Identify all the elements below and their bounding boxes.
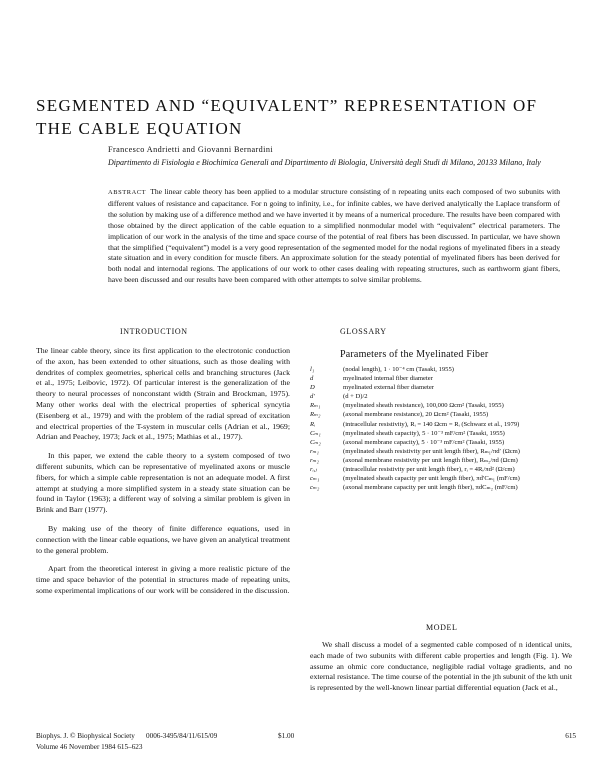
model-paragraph: We shall discuss a model of a segmented cable composed of n identical units, each made of two subunits with different cable properties and length (Fig. 1). We assume an ohmic core conductance, negligible radial voltage gradients, and no external resistance. The time course of the potential in the jth subunit of the kth unit is represented by the well-known linear partial differential equation (Jack et al.,	[310, 640, 572, 693]
glossary-definition: (d + D)/2	[343, 393, 368, 401]
glossary-definition: (myelinated sheath capacity per unit length fiber), πd′Cₘ₁ (mF/cm)	[343, 475, 520, 483]
glossary-item	[310, 430, 572, 438]
glossary-symbol: D	[310, 384, 315, 392]
glossary-item	[310, 411, 572, 419]
glossary-definition: (axonal membrane resistance), 20 Ωcm² (Tasaki, 1955)	[343, 411, 489, 419]
affiliation: Dipartimento di Fisiologia e Biochimica Generali and Dipartimento di Biologia, Università degli Studi di Milano, 20133 Milano, Italy	[108, 158, 541, 167]
glossary-heading: GLOSSARY	[340, 327, 387, 336]
footer-issue: Volume 46 November 1984 615–623	[36, 743, 143, 751]
abstract	[108, 187, 560, 286]
model-body	[310, 640, 572, 694]
glossary-symbol: Cₘ₁	[310, 429, 321, 437]
glossary-symbol: rₘ₂	[310, 456, 319, 464]
intro-paragraph: The linear cable theory, since its first application to the electrotonic conduction of the axon, has been extended to other situations, such as those dealing with dendrites of complex geometries, spherical cells and branching structures (Jack et al., 1975; Leibovic, 1972). Of particular interest is the generalization of the theory to neural processes of nonconstant width (Strain and Brockman, 1975). Many other works deal with the electrical properties of spherical syncytia (Eisenberg et al., 1979) and with the problem of the radial spread of excitation and electrical properties of the T-system in muscular cells (Adrian et al., 1969; Adrian and Peachey, 1973; Jack et al., 1975; Mathias et al., 1977).	[36, 346, 290, 442]
glossary-item	[310, 475, 572, 483]
glossary-item	[310, 466, 572, 474]
glossary-symbol: d	[310, 375, 314, 383]
glossary-item	[310, 484, 572, 492]
glossary-item	[310, 393, 572, 401]
introduction-heading: INTRODUCTION	[120, 327, 188, 336]
intro-paragraph: By making use of the theory of finite difference equations, used in connection with the linear cable equations, we have given an analytical treatment to the general problem.	[36, 523, 290, 555]
glossary-definition: (myelinated sheath resistance), 100,000 Ωcm² (Tasaki, 1955)	[343, 402, 504, 410]
page-number: 615	[565, 732, 576, 740]
model-heading: MODEL	[426, 623, 458, 632]
glossary-symbol: d′	[310, 393, 315, 401]
abstract-label: ABSTRACT	[108, 189, 147, 196]
glossary-item	[310, 439, 572, 447]
glossary-symbol: cₘ₁	[310, 475, 320, 483]
glossary-definition: (axonal membrane resistivity per unit length fiber), Rₘ₂/πd (Ωcm)	[343, 456, 518, 464]
glossary-definition: myelinated internal fiber diameter	[343, 375, 433, 383]
footer-price: $1.00	[278, 732, 295, 740]
glossary-symbol: Rₘ₂	[310, 411, 321, 419]
glossary-definition: (axonal membrane capacity), 5 · 10⁻³ mF/cm² (Tasaki, 1955)	[343, 438, 505, 446]
footer-journal: Biophys. J. © Biophysical Society	[36, 732, 135, 740]
glossary-definition: (nodal length), 1 · 10⁻⁴ cm (Tasaki, 1955)	[343, 366, 454, 373]
glossary-definition: (myelinated sheath capacity), 5 · 10⁻³ mF/cm² (Tasaki, 1955)	[343, 429, 505, 437]
paper-title: SEGMENTED AND “EQUIVALENT” REPRESENTATION OF THE CABLE EQUATION	[36, 96, 538, 138]
glossary-symbol: Rᵢ	[310, 420, 316, 428]
glossary-item	[310, 375, 572, 383]
glossary-symbol: cₘ₂	[310, 484, 320, 492]
glossary-definition: (intracellular resistivity), Rᵢ = 140 Ωcm = Rᵢ (Schwarz et al., 1979)	[343, 420, 520, 428]
glossary-symbol: Rₘ₁	[310, 402, 321, 410]
intro-paragraph: In this paper, we extend the cable theory to a system composed of two different subunits, which can be representative of myelinated axons or muscle fibers, for which a simple cable representation is not an adequate model. A first attempt at studying a more simplified system in a steady state situation can be found in Taylor (1963); a different way of solving a similar problem is given in Brink and Barr (1977).	[36, 451, 290, 515]
glossary-item	[310, 384, 572, 392]
glossary-item	[310, 457, 572, 465]
glossary-symbol: rᵢ,ⱼ	[310, 466, 317, 474]
glossary-list	[310, 366, 572, 493]
abstract-text: The linear cable theory has been applied to a modular structure consisting of n repeating units each composed of two subunits with different values of resistance and capacitance. For n going to infinity, i.e., for infinite cables, we have derived analytically the Laplace transform of the solution by making use of a difference method and we have inverted it by means of a numerical procedure. The results have been compared with those obtained by the direct application of the cable equation to a simplified nonmodular model with “equivalent” electrical parameters. The implication of our work in the analysis of the time and space course of the potential of real fibers has been discussed. In particular, we have shown that the simplified (“equivalent”) model is a very good representation of the segmented model for the nodal regions of myelinated fibers in a steady state situation and in every condition for muscle fibers. An approximate solution for the steady potential of myelinated fibers has been derived for both nodal and internodal regions. The applications of our work to other cases dealing with repeating structures, such as earthworm giant fibers, have been discussed and our results have been compared with other attempts to solve similar problems.	[108, 187, 560, 285]
glossary-item	[310, 421, 572, 429]
glossary-symbol: l₁	[310, 366, 315, 373]
glossary-definition: (axonal membrane capacity per unit length fiber), πdCₘ₂ (mF/cm)	[343, 484, 518, 492]
glossary-definition: (myelinated sheath resistivity per unit length fiber), Rₘ₁/πd′ (Ωcm)	[343, 447, 520, 455]
authors: Francesco Andrietti and Giovanni Bernardini	[108, 145, 273, 154]
glossary-symbol: rₘ₁	[310, 447, 319, 455]
glossary-symbol: Cₘ₂	[310, 438, 321, 446]
glossary-item	[310, 366, 572, 374]
footer-code: 0006-3495/84/11/615/09	[146, 732, 218, 740]
glossary-item	[310, 448, 572, 456]
introduction-body	[36, 346, 290, 605]
intro-paragraph: Apart from the theoretical interest in giving a more realistic picture of the time and space behavior of the potential in structures made of repeating units, some experimental implications of our work will be considered in the discussion.	[36, 564, 290, 595]
glossary-subheading: Parameters of the Myelinated Fiber	[340, 349, 489, 360]
glossary-definition: (intracellular resistivity per unit length fiber), rᵢ = 4Rᵢ/πd² (Ω/cm)	[343, 466, 515, 474]
glossary-item	[310, 402, 572, 410]
glossary-definition: myelinated external fiber diameter	[343, 384, 434, 392]
